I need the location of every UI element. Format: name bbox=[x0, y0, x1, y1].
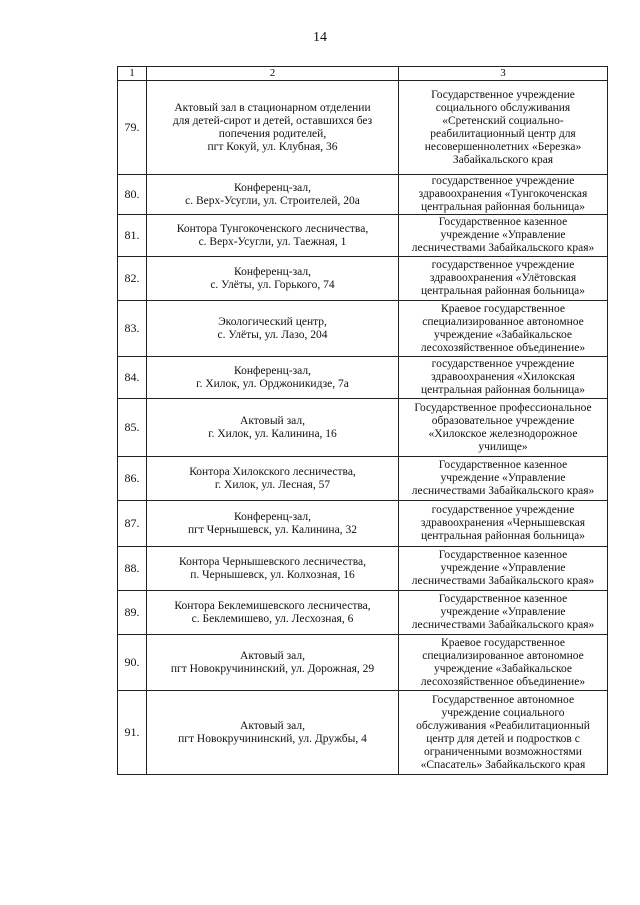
venue-cell bbox=[147, 301, 399, 357]
venue-line: пгт Новокручининский, ул. Дорожная, 29 bbox=[170, 662, 375, 675]
organization-line: лесничествами Забайкальского края» bbox=[411, 485, 595, 497]
organization-line: здравоохранения «Тунгокоченская bbox=[418, 188, 588, 200]
page-number: 14 bbox=[313, 30, 327, 45]
row-number: 91. bbox=[118, 691, 147, 775]
venue-cell bbox=[147, 501, 399, 547]
venue-line: с. Верх-Усугли, ул. Строителей, 20а bbox=[185, 194, 360, 207]
venue-line: Конференц-зал, bbox=[234, 181, 311, 194]
row-number: 80. bbox=[118, 175, 147, 215]
organization-cell bbox=[399, 215, 608, 257]
row-number: 90. bbox=[118, 635, 147, 691]
venue-cell bbox=[147, 81, 399, 175]
venue-line: Контора Хилокского лесничества, bbox=[189, 465, 356, 478]
venue-cell bbox=[147, 399, 399, 457]
row-number: 83. bbox=[118, 301, 147, 357]
organization-line: Государственное казенное bbox=[438, 593, 568, 605]
organization-cell bbox=[399, 257, 608, 301]
organization-cell bbox=[399, 635, 608, 691]
table-row bbox=[118, 547, 608, 591]
organization-cell bbox=[399, 357, 608, 399]
organization-cell bbox=[399, 501, 608, 547]
organization-line: «Хилокское железнодорожное bbox=[428, 427, 578, 440]
venue-line: Конференц-зал, bbox=[234, 265, 311, 278]
row-number: 89. bbox=[118, 591, 147, 635]
organization-line: центральная районная больница» bbox=[420, 384, 586, 396]
row-number: 87. bbox=[118, 501, 147, 547]
venue-line: для детей-сирот и детей, оставшихся без bbox=[172, 114, 373, 127]
venue-line: пгт Новокручининский, ул. Дружбы, 4 bbox=[178, 732, 367, 745]
organization-line: «Сретенский социально- bbox=[442, 114, 564, 127]
row-number: 85. bbox=[118, 399, 147, 457]
venue-cell bbox=[147, 257, 399, 301]
venue-line: г. Хилок, ул. Орджоникидзе, 7а bbox=[196, 377, 349, 390]
organization-line: «Спасатель» Забайкальского края bbox=[420, 758, 586, 771]
organization-line: центральная районная больница» bbox=[420, 285, 586, 297]
header-col-1: 1 bbox=[118, 67, 147, 81]
organization-line: специализированное автономное bbox=[422, 315, 584, 328]
organization-line: Краевое государственное bbox=[441, 636, 565, 649]
table-row bbox=[118, 591, 608, 635]
organization-line: учреждение «Забайкальское bbox=[433, 662, 572, 675]
table-row bbox=[118, 399, 608, 457]
table-row bbox=[118, 501, 608, 547]
organization-line: учреждение социального bbox=[441, 706, 565, 719]
organization-cell bbox=[399, 81, 608, 175]
row-number: 88. bbox=[118, 547, 147, 591]
organization-cell bbox=[399, 457, 608, 501]
venue-line: Актовый зал в стационарном отделении bbox=[174, 101, 371, 114]
venue-cell bbox=[147, 457, 399, 501]
table-row bbox=[118, 175, 608, 215]
organization-line: несовершеннолетних «Березка» bbox=[424, 140, 582, 153]
row-number: 81. bbox=[118, 215, 147, 257]
organization-line: Государственное казенное bbox=[438, 549, 568, 561]
organization-cell bbox=[399, 175, 608, 215]
venue-line: с. Улёты, ул. Горького, 74 bbox=[210, 278, 335, 291]
venue-line: Контора Чернышевского лесничества, bbox=[179, 555, 366, 568]
venue-line: г. Хилок, ул. Калинина, 16 bbox=[208, 427, 337, 440]
organization-line: учреждение «Управление bbox=[440, 472, 566, 484]
organization-line: социального обслуживания bbox=[435, 101, 571, 114]
venue-line: Конференц-зал, bbox=[234, 364, 311, 377]
venue-line: Конференц-зал, bbox=[234, 510, 311, 523]
row-number: 86. bbox=[118, 457, 147, 501]
organization-line: Государственное казенное bbox=[438, 216, 568, 228]
organization-line: государственное учреждение bbox=[431, 175, 575, 187]
venue-cell bbox=[147, 635, 399, 691]
venue-line: Контора Беклемишевского лесничества, bbox=[174, 599, 371, 612]
organization-line: учреждение «Забайкальское bbox=[433, 328, 572, 341]
organization-line: здравоохранения «Улётовская bbox=[429, 272, 577, 284]
venue-line: Актовый зал, bbox=[240, 414, 305, 427]
venue-cell bbox=[147, 215, 399, 257]
organization-cell bbox=[399, 691, 608, 775]
organization-line: Государственное профессиональное bbox=[414, 401, 592, 414]
venue-line: г. Хилок, ул. Лесная, 57 bbox=[214, 478, 331, 491]
table-row bbox=[118, 357, 608, 399]
organization-line: Государственное казенное bbox=[438, 459, 568, 471]
organization-line: центральная районная больница» bbox=[420, 201, 586, 213]
table-row bbox=[118, 635, 608, 691]
venue-line: Экологический центр, bbox=[218, 315, 327, 328]
table-row bbox=[118, 457, 608, 501]
header-col-2: 2 bbox=[147, 67, 399, 81]
organization-line: обслуживания «Реабилитационный bbox=[416, 719, 590, 732]
row-number: 84. bbox=[118, 357, 147, 399]
venue-line: пгт Кокуй, ул. Клубная, 36 bbox=[207, 140, 338, 153]
table-row bbox=[118, 215, 608, 257]
organization-cell bbox=[399, 591, 608, 635]
organization-line: Государственное учреждение bbox=[431, 88, 575, 101]
organization-cell bbox=[399, 399, 608, 457]
organization-line: учреждение «Управление bbox=[440, 562, 566, 574]
organization-line: государственное учреждение bbox=[431, 259, 575, 271]
table-header-row bbox=[118, 67, 608, 81]
venue-line: с. Улёты, ул. Лазо, 204 bbox=[217, 328, 328, 341]
venue-line: пгт Чернышевск, ул. Калинина, 32 bbox=[188, 523, 357, 536]
venue-cell bbox=[147, 691, 399, 775]
organization-line: лесничествами Забайкальского края» bbox=[411, 619, 595, 631]
facilities-table bbox=[117, 66, 608, 775]
organization-line: лесохозяйственное объединение» bbox=[420, 675, 586, 688]
organization-line: училище» bbox=[478, 440, 528, 453]
organization-line: центр для детей и подростков с bbox=[426, 732, 580, 745]
organization-line: лесохозяйственное объединение» bbox=[420, 341, 586, 354]
organization-line: учреждение «Управление bbox=[440, 606, 566, 618]
venue-cell bbox=[147, 175, 399, 215]
venue-line: п. Чернышевск, ул. Колхозная, 16 bbox=[190, 568, 355, 581]
organization-line: образовательное учреждение bbox=[431, 414, 575, 427]
organization-line: Краевое государственное bbox=[441, 302, 565, 315]
organization-line: Государственное автономное bbox=[431, 693, 575, 706]
venue-line: с. Беклемишево, ул. Лесхозная, 6 bbox=[191, 612, 354, 625]
row-number: 79. bbox=[118, 81, 147, 175]
venue-cell bbox=[147, 357, 399, 399]
organization-line: реабилитационный центр для bbox=[430, 127, 576, 140]
organization-line: Забайкальского края bbox=[452, 153, 554, 166]
venue-cell bbox=[147, 591, 399, 635]
organization-cell bbox=[399, 547, 608, 591]
organization-line: лесничествами Забайкальского края» bbox=[411, 242, 595, 254]
venue-line: попечения родителей, bbox=[218, 127, 327, 140]
organization-line: здравоохранения «Чернышевская bbox=[420, 517, 586, 529]
organization-line: учреждение «Управление bbox=[440, 229, 566, 241]
row-number: 82. bbox=[118, 257, 147, 301]
venue-line: Контора Тунгокоченского лесничества, bbox=[176, 222, 369, 235]
organization-line: специализированное автономное bbox=[422, 649, 584, 662]
table-row bbox=[118, 257, 608, 301]
table-row bbox=[118, 81, 608, 175]
venue-line: Актовый зал, bbox=[240, 719, 305, 732]
organization-line: здравоохранения «Хилокская bbox=[431, 371, 575, 383]
organization-line: государственное учреждение bbox=[431, 504, 575, 516]
table-row bbox=[118, 301, 608, 357]
organization-line: ограниченными возможностями bbox=[424, 745, 582, 758]
organization-line: государственное учреждение bbox=[431, 358, 575, 370]
venue-cell bbox=[147, 547, 399, 591]
organization-line: центральная районная больница» bbox=[420, 530, 586, 542]
venue-line: с. Верх-Усугли, ул. Таежная, 1 bbox=[198, 235, 347, 248]
table-row bbox=[118, 691, 608, 775]
organization-line: лесничествами Забайкальского края» bbox=[411, 575, 595, 587]
venue-line: Актовый зал, bbox=[240, 649, 305, 662]
organization-cell bbox=[399, 301, 608, 357]
header-col-3: 3 bbox=[399, 67, 608, 81]
